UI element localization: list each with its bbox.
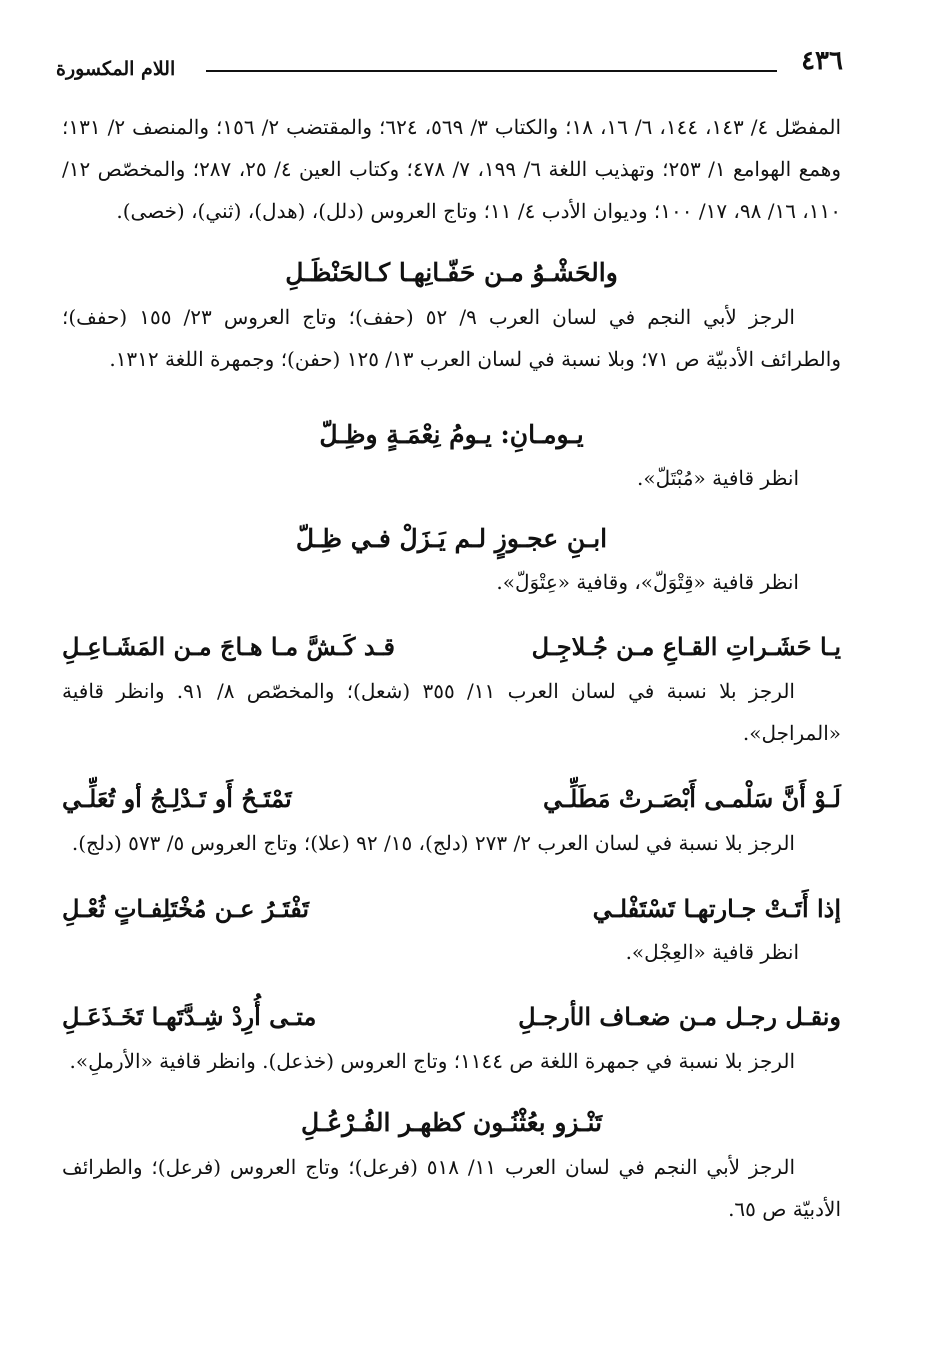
cross-reference-note: انظر قافية «العِجْل». [625,940,799,964]
verse-couplet [62,994,841,1040]
verse-second-hemistich: متـى أُرِدْ شِـدَّتَهـا تَخَـذَعَـلِ [62,1002,317,1031]
verse-first-hemistich: إذا أَتَـتْ جـارتهـا تَسْتَفْلـي [592,894,841,923]
verse-couplet [62,886,841,932]
verse-couplet [62,776,841,822]
verse-couplet [62,624,841,670]
header-rule [206,70,777,72]
verse-second-hemistich: تَمْتَـحُ أَو تَـدْلِـجُ أو تُعَلِّـي [62,784,292,813]
cross-reference-note: انظر قافية «قِتْوَلّ»، وقافية «عِتْوَلّ». [496,570,799,594]
footnote-paragraph: الرجز بلا نسبة في جمهرة اللغة ص ١١٤٤؛ وتاج العروس (خذعل). وانظر قافية «الأرملِ». [69,1049,795,1073]
spacer [62,380,841,394]
page-number: ٤٣٦ [801,46,843,76]
footnote-paragraph: الرجز بلا نسبة في لسان العرب ٢/ ٢٧٣ (دلج)، ١٥/ ٩٢ (علا)؛ وتاج العروس ٥/ ٥٧٣ (دلج). [71,831,795,855]
footnote-paragraph: الرجز بلا نسبة في لسان العرب ١١/ ٣٥٥ (شعل)؛ والمخصّص ٨/ ٩١. وانظر قافية «المراجل». [62,679,841,745]
cross-reference-note: انظر قافية «مُبْتَلّ». [636,466,799,490]
verse-second-hemistich: قـد كَـشَّ مـا هـاجَ مـن المَشَـاعِـلِ [62,632,395,661]
verse-line: يـومـانِ: يـومُ نِعْمَـةٍ وظِـلّ [319,420,584,449]
verse-line: تَنْـزو بعُثْنُـون كظهـر الفُـرْعُـلِ [300,1108,603,1137]
verse-line: ابـنِ عجـوزٍ لـم يَـزَلْ فـي ظِـلّ [295,524,608,553]
footnote-paragraph: المفصّل ٤/ ١٤٣، ١٤٤، ٦/ ١٦، ١٨؛ والكتاب ٣/ ٥٦٩، ٦٢٤؛ والمقتضب ٢/ ١٥٦؛ والمنصف ٢/ ١٣١؛ وهمع الهوامع ١/ ٢٥٣؛ وتهذيب اللغة ٦/ ١٩٩، ٧/ ٤٧٨؛ وكتاب العين ٤/ ٢٥، ٢٨٧؛ والمخصّص ١٢/ ١١٠، ١٦/ ٩٨، ١٧/ ١٠٠؛ وديوان الأدب ٤/ ١١؛ وتاج العروس (دلل)، (هدل)، (ثني)، (خصى). [62,115,842,223]
verse-line: والحَشْـوُ مـن حَفّـانِهـا كـالحَنْظَـلِ [285,258,618,287]
footnote-paragraph: الرجز لأبي النجم في لسان العرب ٩/ ٥٢ (حفف)؛ وتاج العروس ٢٣/ ١٥٥ (حفف)؛ والطرائف الأدبيّة ص ٧١؛ وبلا نسبة في لسان العرب ١٣/ ١٢٥ (حفن)؛ وجمهرة اللغة ١٣١٢. [62,305,841,371]
footnote-paragraph: الرجز لأبي النجم في لسان العرب ١١/ ٥١٨ (فرعل)؛ وتاج العروس (فرعل)؛ والطرائف الأدبيّة ص ٦٥. [62,1155,841,1221]
page-body [62,106,841,1230]
verse-second-hemistich: تَفْتَـرُ عـن مُخْتَلِفـاتٍ ثُعْـلِ [62,894,310,923]
verse-first-hemistich: ونقـل رجـل مـن ضعـاف الأرجـلِ [518,1002,841,1031]
page-header [56,44,843,84]
verse-first-hemistich: لَـوْ أَنَّ سَلْمـى أَبْصَـرتْ مَطَلِّـي [543,784,841,813]
verse-first-hemistich: يـا حَشَـراتِ القـاعِ مـن جُـلاجِـل [531,632,841,661]
running-title: اللام المكسورة [56,58,176,80]
